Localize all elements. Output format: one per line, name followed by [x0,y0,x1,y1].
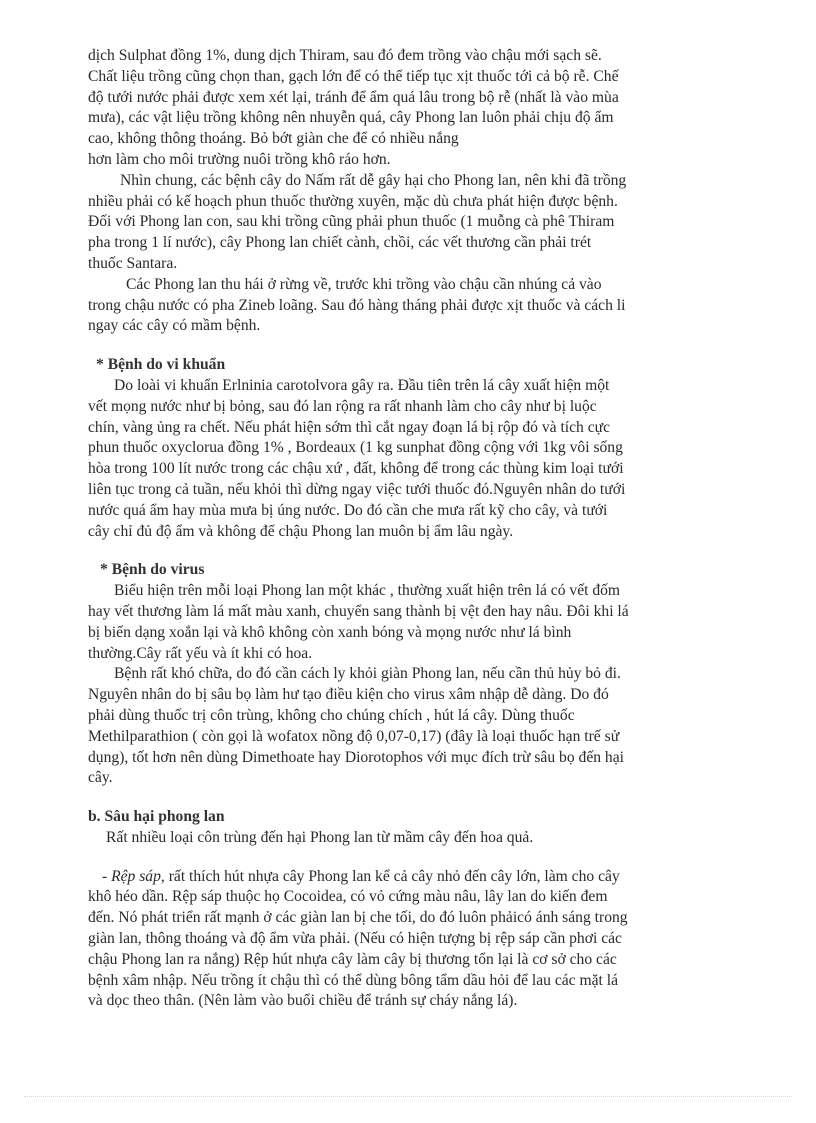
text-line: hòa trong 100 lít nước trong các chậu xứ , đất, không để trong các thùng kim loại tưới [88,460,624,478]
text-line: Các Phong lan thu hái ở rừng về, trước khi trồng vào chậu cần nhúng cả vào [126,275,602,293]
text-line: hay vết thương làm lá mất màu xanh, chuyển sang thành bị vệt đen hay nâu. Đôi khi lá [88,602,629,620]
text-line: liên tục trong cả tuần, nếu khỏi thì dừng ngay việc tưới thuốc đó.Nguyên nhân do tưới [88,480,626,498]
text-line: thuốc Santara. [88,254,178,272]
paragraph-virus-symptoms [88,581,756,664]
text-line: Biểu hiện trên mỗi loại Phong lan một khác , thường xuất hiện trên lá có vết đốm [114,582,621,600]
text-line: cây. [88,769,113,787]
paragraph-fungal-treatment [88,46,756,171]
text-line: phải dùng thuốc trị côn trùng, không cho chúng chích , hút lá cây. Dùng thuốc [88,706,575,724]
paragraph-pests-intro [88,828,756,849]
text-line: Nhìn chung, các bệnh cây do Nấm rất dễ gây hại cho Phong lan, nên khi đã trồng [120,171,627,189]
heading-bacterial-disease: * Bệnh do vi khuẩn [96,356,226,374]
list-dash: - [102,867,112,885]
text-line: pha trong 1 lí nước), cây Phong lan chiết cành, chồi, các vết thương cần phải trét [88,234,592,252]
text-line: và dọc theo thân. (Nên làm vào buổi chiều để tránh sự cháy nắng lá). [88,992,518,1010]
paragraph-bacterial-disease [88,376,756,542]
document-page [88,46,756,1012]
text-line: cao, không thông thoáng. Bỏ bớt giàn che để có nhiều nắng [88,130,459,148]
text-line: dụng), tốt hơn nên dùng Dimethoate hay Diorotophos với mục đích trừ sâu bọ đến hại [88,748,624,766]
text-line: Chất liệu trồng cũng chọn than, gạch lớn để có thể tiếp tục xịt thuốc tới cả bộ rễ. Chế [88,67,619,85]
text-line: Nguyên nhân do bị sâu bọ làm hư tạo điều kiện cho virus xâm nhập dễ dàng. Do đó [88,686,609,704]
text-line: bệnh xâm nhập. Nếu trồng ít chậu thì có thể dùng bông tẩm dầu hỏi để lau các mặt lá [88,971,619,989]
paragraph-mealybug [88,867,756,1013]
text-line: khô héo dần. Rệp sáp thuộc họ Cocoidea, có vỏ cứng màu nâu, lây lan do kiến đem [88,888,608,906]
text-line: dịch Sulphat đồng 1%, dung dịch Thiram, sau đó đem trồng vào chậu mới sạch sẽ. [88,47,602,64]
text-line: thường.Cây rất yếu và ít khi có hoa. [88,644,313,662]
text-line: ngay các cây có mầm bệnh. [88,317,261,335]
text-line: trong chậu nước có pha Zineb loãng. Sau đó hàng tháng phải được xịt thuốc và cách li [88,296,626,314]
text-line: vết mọng nước như bị bỏng, sau đó lan rộng ra rất nhanh làm cho cây như bị luộc [88,397,597,415]
text-line: đến. Nó phát triển rất mạnh ở các giàn lan bị che tối, do đó luôn phảicó ánh sáng trong [88,909,628,927]
text-line: độ tưới nước phải được xem xét lại, tránh để ẩm quá lâu trong bộ rễ (nhất là vào mùa [88,88,619,106]
text-fragment: , rất thích hút nhựa cây Phong lan kể cả cây nhỏ đến cây lớn, làm cho cây [160,867,620,885]
text-line: hơn làm cho môi trường nuôi trồng khô ráo hơn. [88,150,391,168]
text-line: Methilparathion ( còn gọi là wofatox nồng độ 0,07-0,17) (đây là loại thuốc hạn trế sử [88,727,620,745]
paragraph-virus-treatment [88,664,756,789]
text-line: Bệnh rất khó chữa, do đó cần cách ly khỏi giàn Phong lan, nếu cần thủ hủy bỏ đi. [114,665,621,683]
text-line: mưa), các vật liệu trồng không nên nhuyễn quá, cây Phong lan luôn phải chịu độ ẩm [88,109,614,127]
text-line: phun thuốc oxyclorua đồng 1% , Bordeaux (1 kg sunphat đồng cộng với 1kg vôi sống [88,439,623,457]
text-line: cây chỉ đủ độ ẩm và không để chậu Phong lan muôn bị ẩm lâu ngày. [88,522,514,540]
text-line: Đối với Phong lan con, sau khi trồng cũng phải phun thuốc (1 muỗng cà phê Thiram [88,213,615,231]
text-line: bị biến dạng xoắn lại và khô không còn xanh bóng và mọng nước như lá bình [88,623,572,641]
heading-virus-disease: * Bệnh do virus [100,561,205,579]
term-mealybug: Rệp sáp [111,867,161,885]
page-footer-rule [24,1096,792,1097]
text-line [88,867,756,888]
text-line: chậu Phong lan ra nắng) Rệp hút nhựa cây làm cây bị thương tổn lại là cơ sở cho các [88,950,617,968]
text-line: Rất nhiều loại côn trùng đến hại Phong lan từ mầm cây đến hoa quả. [106,828,534,846]
text-line: chín, vàng ủng ra chết. Nếu phát hiện sớm thì cắt ngay đoạn lá bị rộp đó và tích cực [88,418,611,436]
text-line: nước quá ẩm hay mùa mưa bị úng nước. Do đó cần che mưa rất kỹ cho cây, và tưới [88,501,608,519]
heading-orchid-pests: b. Sâu hại phong lan [88,808,225,826]
text-line: giàn lan, thông thoáng và độ ẩm vừa phải. (Nếu có hiện tượng bị rệp sáp cần phơi các [88,930,622,948]
paragraph-wild-orchids [88,275,756,337]
text-line: Do loài vi khuẩn Erlninia carotolvora gây ra. Đầu tiên trên lá cây xuất hiện một [114,376,610,394]
paragraph-fungal-prevention [88,171,756,275]
text-line: nhiều phải có kế hoạch phun thuốc thường xuyên, mặc dù chưa phát hiện được bệnh. [88,192,618,210]
